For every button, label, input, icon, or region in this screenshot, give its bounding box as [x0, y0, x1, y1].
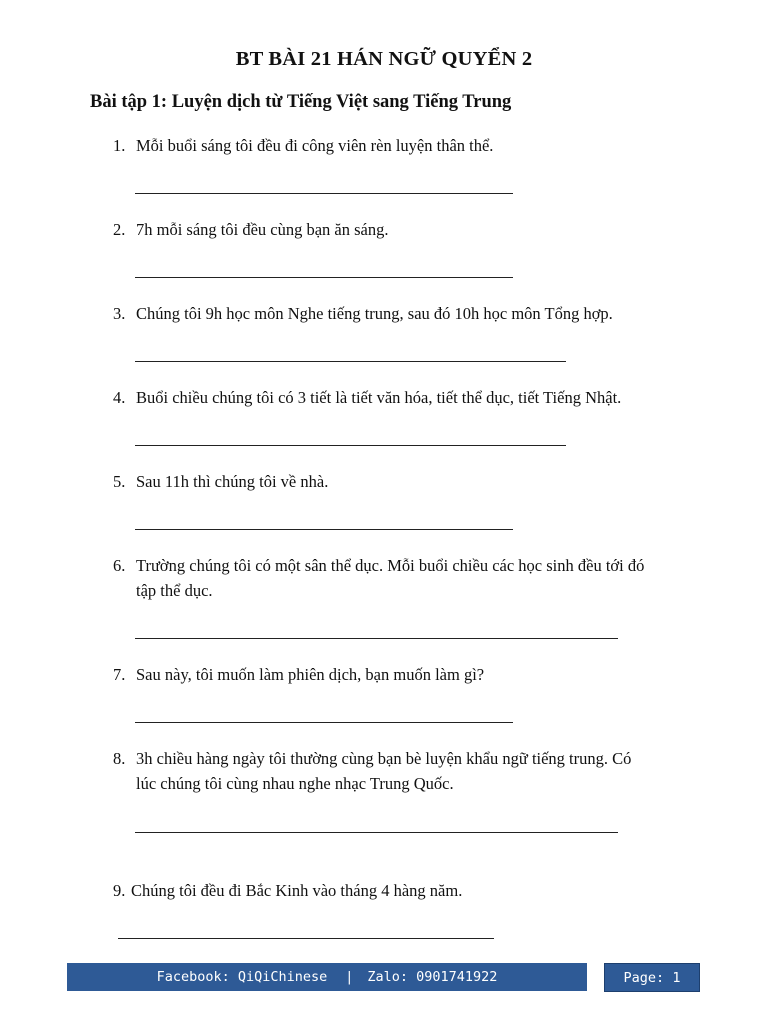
question-3	[113, 301, 713, 327]
question-text: Sau 11h thì chúng tôi về nhà.	[136, 472, 329, 491]
question-text: Trường chúng tôi có một sân thể dục. Mỗi buổi chiều các học sinh đều tới đó	[136, 556, 645, 575]
facebook-contact: Facebook: QiQiChinese	[156, 969, 328, 985]
question-number: 7.	[113, 665, 126, 684]
question-number: 2.	[113, 220, 126, 239]
answer-line-7[interactable]	[135, 722, 513, 723]
question-text: 7h mỗi sáng tôi đều cùng bạn ăn sáng.	[136, 220, 389, 239]
question-1	[113, 133, 713, 159]
question-text: Chúng tôi 9h học môn Nghe tiếng trung, sau đó 10h học môn Tổng hợp.	[136, 304, 613, 323]
question-number: 3.	[113, 304, 126, 323]
answer-line-5[interactable]	[135, 529, 513, 530]
answer-line-8[interactable]	[135, 832, 618, 833]
page-number	[604, 963, 700, 992]
question-2	[113, 217, 713, 243]
page-number-label: Page: 1	[623, 969, 681, 986]
answer-line-1[interactable]	[135, 193, 513, 194]
answer-line-9[interactable]	[118, 938, 494, 939]
question-text: 3h chiều hàng ngày tôi thường cùng bạn bè luyện khẩu ngữ tiếng trung. Có	[136, 749, 632, 768]
footer-contact-bar	[67, 963, 587, 991]
question-4	[113, 385, 733, 411]
question-text: Chúng tôi đều đi Bắc Kinh vào tháng 4 hàng năm.	[131, 881, 463, 900]
question-number: 4.	[113, 388, 126, 407]
question-number: 1.	[113, 136, 126, 155]
answer-line-2[interactable]	[135, 277, 513, 278]
question-6	[113, 553, 733, 605]
question-number: 6.	[113, 556, 126, 575]
question-text: Buổi chiều chúng tôi có 3 tiết là tiết văn hóa, tiết thể dục, tiết Tiếng Nhật.	[136, 388, 622, 407]
question-7	[113, 662, 713, 688]
question-text-continued: lúc chúng tôi cùng nhau nghe nhạc Trung Quốc.	[136, 774, 454, 793]
question-number: 5.	[113, 472, 126, 491]
answer-line-3[interactable]	[135, 361, 566, 362]
zalo-contact: Zalo: 0901741922	[367, 969, 498, 985]
answer-line-6[interactable]	[135, 638, 618, 639]
answer-line-4[interactable]	[135, 445, 566, 446]
question-8	[113, 746, 733, 798]
document-title: BT BÀI 21 HÁN NGỮ QUYỂN 2	[235, 48, 533, 70]
footer-separator: |	[345, 969, 354, 985]
question-text: Mỗi buổi sáng tôi đều đi công viên rèn luyện thân thể.	[136, 136, 494, 155]
question-text-continued: tập thể dục.	[136, 581, 213, 600]
exercise-heading: Bài tập 1: Luyện dịch từ Tiếng Việt sang Tiếng Trung	[90, 92, 512, 112]
question-number: 8.	[113, 749, 126, 768]
question-9	[113, 878, 713, 904]
question-number: 9.	[113, 881, 126, 900]
question-text: Sau này, tôi muốn làm phiên dịch, bạn muốn làm gì?	[136, 665, 485, 684]
question-5	[113, 469, 713, 495]
